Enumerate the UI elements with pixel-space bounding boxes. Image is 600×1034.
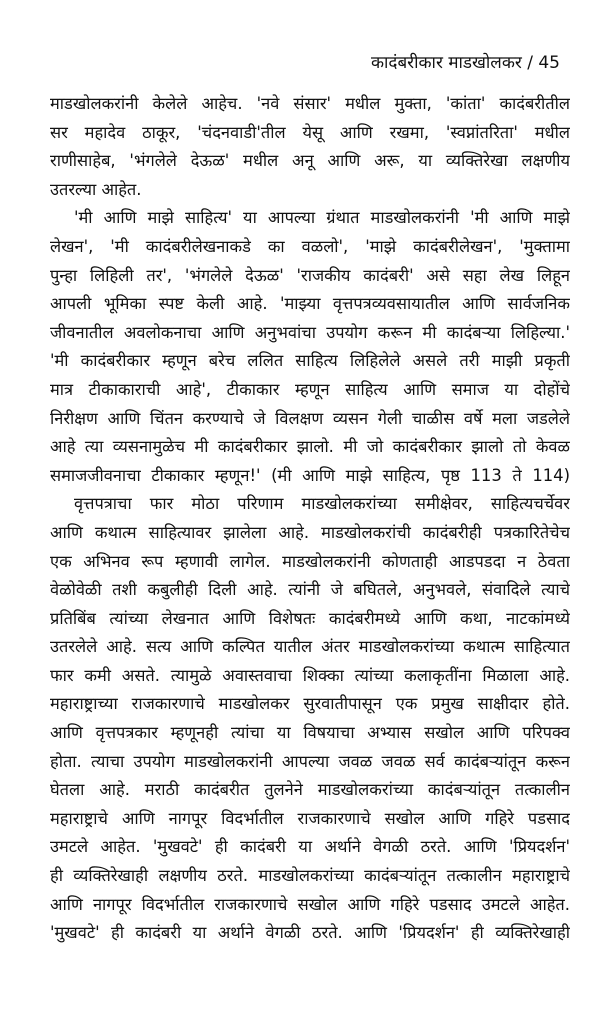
paragraph-3	[50, 490, 570, 948]
text-line: राणीसाहेब, 'भंगलेले देऊळ' मधील अनू आणि अरू, या व्यक्तिरेखा लक्षणीय	[50, 151, 570, 171]
text-line: प्रतिबिंब त्यांच्या लेखनात आणि विशेषतः कादंबरीमध्ये आणि कथा, नाटकांमध्ये	[50, 608, 570, 628]
text-line: घेतला आहे. मराठी कादंबरीत तुलनेने माडखोलकरांच्या कादंबऱ्यांतून तत्कालीन	[50, 780, 570, 800]
text-line: 'मी कादंबरीकार म्हणून बरेच ललित साहित्य लिहिलेले असले तरी माझी प्रकृती	[50, 351, 570, 371]
paragraph-1	[50, 90, 570, 204]
text-line: पुन्हा लिहिली तर', 'भंगलेले देऊळ' 'राजकीय कादंबरी' असे सहा लेख लिहून	[50, 265, 570, 285]
text-line: माडखोलकरांनी केलेले आहेच. 'नवे संसार' मधील मुक्ता, 'कांता' कादंबरीतील	[50, 94, 570, 113]
text-line: आणि नागपूर विदर्भातील राजकारणाचे सखोल आणि गहिरे पडसाद उमटले आहेत.	[50, 894, 570, 914]
text-line: महाराष्ट्राचे आणि नागपूर विदर्भातील राजकारणाचे सखोल आणि गहिरे पडसाद	[50, 808, 570, 828]
text-line: फार कमी असते. त्यामुळे अवास्तवाचा शिक्का त्यांच्या कलाकृतींना मिळाला आहे.	[50, 665, 570, 685]
text-line: ही व्यक्तिरेखाही लक्षणीय ठरते. माडखोलकरांच्या कादंबऱ्यांतून तत्कालीन महाराष्ट्राचे	[50, 866, 570, 886]
body-text	[50, 90, 570, 948]
text-line: समाजजीवनाचा टीकाकार म्हणून!' (मी आणि माझे साहित्य, पृष्ठ 113 ते 114)	[50, 465, 570, 485]
text-line: आपली भूमिका स्पष्ट केली आहे. 'माझ्या वृत्तपत्रव्यवसायातील आणि सार्वजनिक	[50, 294, 570, 314]
text-line: उमटले आहेत. 'मुखवटे' ही कादंबरी या अर्थाने वेगळी ठरते. आणि 'प्रियदर्शन'	[50, 837, 570, 857]
text-line: होता. त्याचा उपयोग माडखोलकरांनी आपल्या जवळ जवळ सर्व कादंबऱ्यांतून करून	[50, 751, 570, 771]
paragraph-2	[50, 204, 570, 490]
text-line: महाराष्ट्राच्या राजकारणाचे माडखोलकर सुरवातीपासून एक प्रमुख साक्षीदार होते.	[50, 694, 570, 714]
text-line: 'मी आणि माझे साहित्य' या आपल्या ग्रंथात माडखोलकरांनी 'मी आणि माझे	[74, 208, 570, 228]
text-line: निरीक्षण आणि चिंतन करण्याचे जे विलक्षण व्यसन गेली चाळीस वर्षे मला जडलेले	[50, 408, 570, 428]
text-line: वृत्तपत्राचा फार मोठा परिणाम माडखोलकरांच्या समीक्षेवर, साहित्यचर्चेवर	[74, 494, 570, 514]
running-header: कादंबरीकार माडखोलकर / 45	[370, 53, 560, 73]
text-line: एक अभिनव रूप म्हणावी लागेल. माडखोलकरांनी कोणताही आडपडदा न ठेवता	[50, 551, 570, 571]
text-line: सर महादेव ठाकूर, 'चंदनवाडी'तील येसू आणि रखमा, 'स्वप्नांतरिता' मधील	[50, 122, 570, 142]
text-line: उतरलेले आहे. सत्य आणि कल्पित यातील अंतर माडखोलकरांच्या कथात्म साहित्यात	[50, 637, 570, 657]
text-line: 'मुखवटे' ही कादंबरी या अर्थाने वेगळी ठरते. आणि 'प्रियदर्शन' ही व्यक्तिरेखाही	[50, 923, 570, 943]
text-line: आणि कथात्म साहित्यावर झालेला आहे. माडखोलकरांची कादंबरीही पत्रकारितेचेच	[50, 522, 570, 542]
text-line: वेळोवेळी तशी कबुलीही दिली आहे. त्यांनी जे बघितले, अनुभवले, संवादिले त्याचे	[50, 580, 570, 600]
text-line: लेखन', 'मी कादंबरीलेखनाकडे का वळलो', 'माझे कादंबरीलेखन', 'मुक्तामा	[50, 236, 570, 256]
text-line: उतरल्या आहेत.	[50, 179, 142, 199]
text-line: मात्र टीकाकाराची आहे', टीकाकार म्हणून साहित्य आणि समाज या दोहोंचे	[50, 379, 570, 399]
text-line: जीवनातील अवलोकनाचा आणि अनुभवांचा उपयोग करून मी कादंबऱ्या लिहिल्या.'	[50, 322, 570, 342]
text-line: आणि वृत्तपत्रकार म्हणूनही त्यांचा या विषयाचा अभ्यास सखोल आणि परिपक्व	[50, 723, 570, 743]
text-line: आहे त्या व्यसनामुळेच मी कादंबरीकार झालो. मी जो कादंबरीकार झालो तो केवळ	[50, 437, 570, 457]
